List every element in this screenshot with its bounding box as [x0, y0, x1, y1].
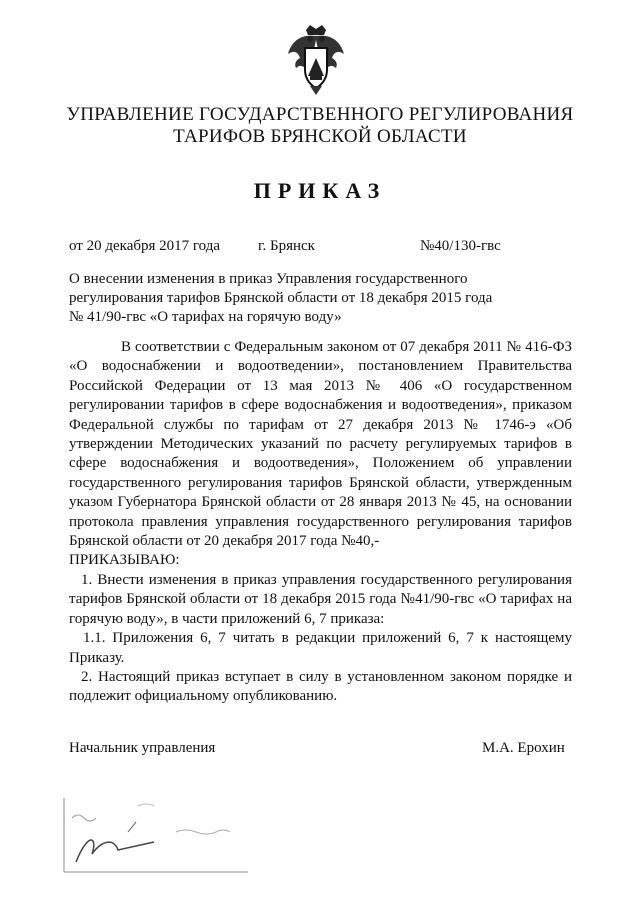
subject-line: регулирования тарифов Брянской области от 18 декабря 2015 года — [69, 290, 493, 306]
signer-position: Начальник управления — [69, 740, 216, 756]
document-title: ПРИКАЗ — [253, 178, 387, 203]
order-item-1: 1. Внести изменения в приказ управления государственного регулирования тарифов Брянской области от 18 декабря 2015 года №41/90-гвс «О тарифах на горячую воду», в части приложений 6, 7 приказа: — [69, 571, 572, 627]
signer-name: М.А. Ерохин — [482, 740, 565, 756]
document-subject — [69, 270, 492, 327]
org-name-line2: ТАРИФОВ БРЯНСКОЙ ОБЛАСТИ — [173, 126, 467, 147]
document-date: от 20 декабря 2017 года — [69, 238, 221, 254]
document-number: №40/130-гвс — [420, 238, 501, 254]
order-item-2: 2. Настоящий приказ вступает в силу в установленном законом порядке и подлежит официальному опубликованию. — [69, 668, 572, 705]
order-word: ПРИКАЗЫВАЮ: — [69, 552, 180, 569]
approval-stamp-icon — [58, 792, 258, 876]
document-body — [69, 338, 572, 707]
preamble-paragraph: В соответствии с Федеральным законом от 07 декабря 2011 № 416-ФЗ «О водоснабжении и водоотведении», постановлением Правительства Российской Федерации от 13 мая 2013 № 406 «О государственном регулировании тарифов в сфере водоснабжения и водоотведения», приказом Федеральной службы по тарифам от 27 декабря 2013 № 1746-э «Об утверждении Методических указаний по расчету регулируемых тарифов в сфере водоснабжения и водоотведения», Положением об управлении государственного регулирования тарифов Брянской области, утвержденным указом Губернатора Брянской области от 28 января 2013 № 45, на основании протокола правления управления государственного регулирования тарифов Брянской области от 20 декабря 2017 года №40,- — [69, 339, 572, 550]
org-name-line1: УПРАВЛЕНИЕ ГОСУДАРСТВЕННОГО РЕГУЛИРОВАНИЯ — [66, 104, 574, 125]
subject-line: № 41/90-гвс «О тарифах на горячую воду» — [69, 309, 342, 325]
coat-of-arms-icon — [284, 24, 348, 96]
subject-line: О внесении изменения в приказ Управления государственного — [69, 271, 468, 287]
order-item-1-1: 1.1. Приложения 6, 7 читать в редакции приложений 6, 7 к настоящему Приказу. — [69, 630, 572, 666]
document-city: г. Брянск — [258, 238, 315, 254]
